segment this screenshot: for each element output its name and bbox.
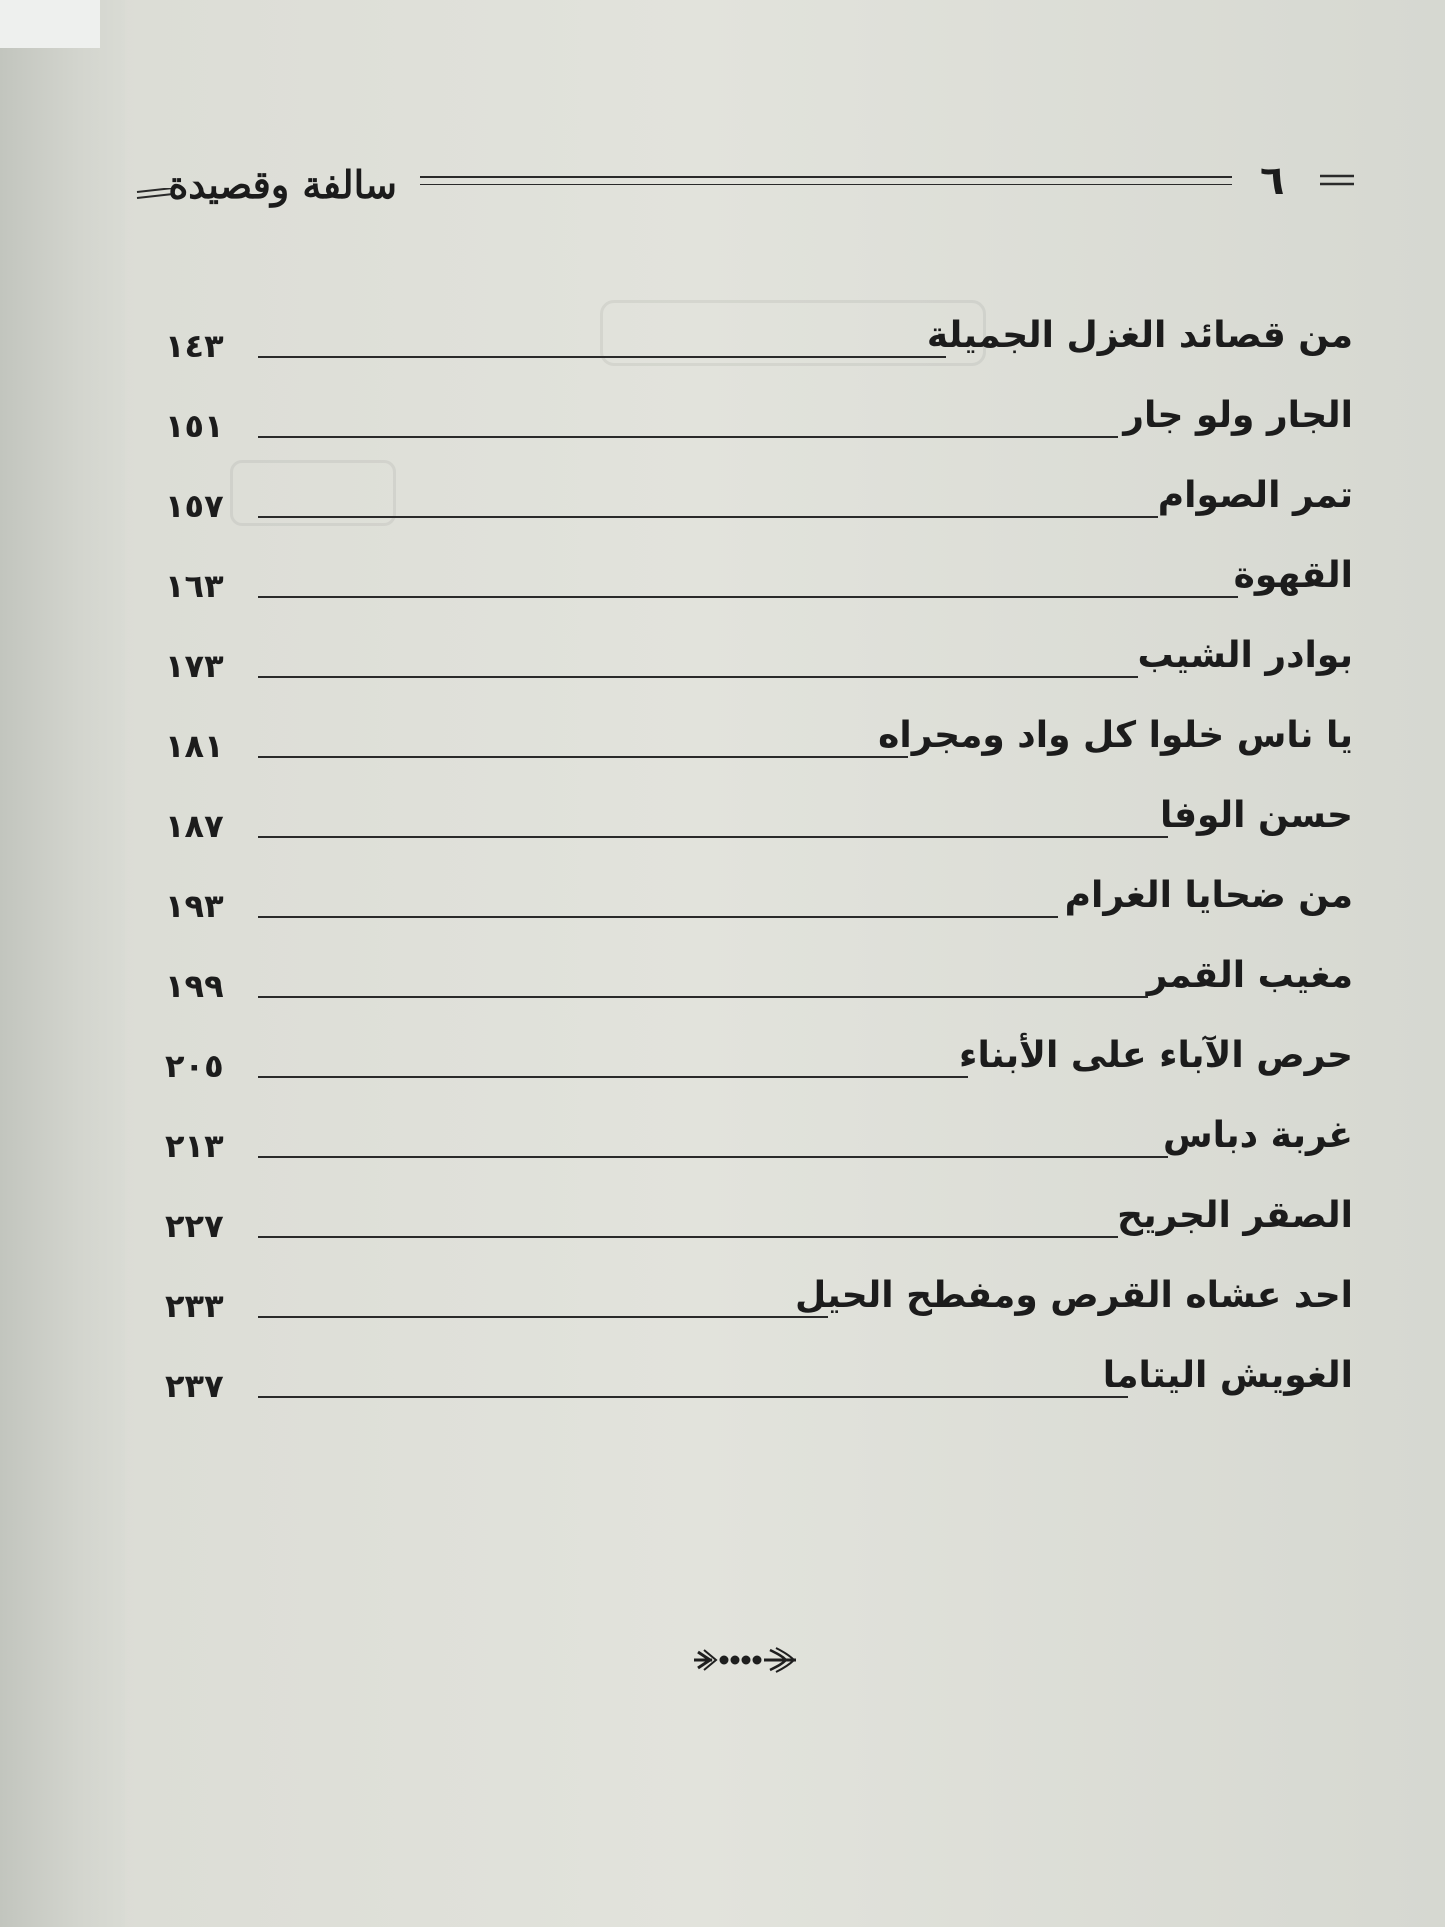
toc-entry xyxy=(0,1350,1445,1420)
reverse-side-bleed xyxy=(230,460,396,526)
toc-entry-title: الصقر الجريح xyxy=(1117,1195,1353,1236)
header-rule-bottom xyxy=(420,184,1232,185)
toc-entry xyxy=(0,790,1445,860)
table-of-contents xyxy=(0,300,1445,1420)
toc-leader-line xyxy=(258,1236,1118,1238)
toc-entry-title: غربة دباس xyxy=(1162,1115,1353,1156)
toc-entry-page: ٢٣٣ xyxy=(165,1287,224,1325)
toc-entry xyxy=(0,870,1445,940)
toc-entry-page: ١٩٣ xyxy=(165,887,224,925)
toc-leader-line xyxy=(258,596,1238,598)
reverse-side-bleed xyxy=(600,300,986,366)
toc-entry-title: من قصائد الغزل الجميلة xyxy=(926,315,1353,356)
toc-leader-line xyxy=(258,916,1058,918)
toc-entry-page: ٢٢٧ xyxy=(165,1207,224,1245)
toc-entry-title: حرص الآباء على الأبناء xyxy=(959,1035,1353,1076)
page-corner xyxy=(0,0,100,48)
toc-entry-page: ١٥١ xyxy=(165,407,224,445)
toc-entry-page: ١٩٩ xyxy=(165,967,224,1005)
toc-entry xyxy=(0,1190,1445,1260)
running-header xyxy=(0,150,1445,210)
toc-entry-page: ١٨٧ xyxy=(165,807,224,845)
toc-entry xyxy=(0,950,1445,1020)
toc-entry xyxy=(0,1030,1445,1100)
floral-divider-icon xyxy=(690,1640,800,1680)
toc-entry-page: ١٨١ xyxy=(165,727,224,765)
toc-leader-line xyxy=(258,1156,1168,1158)
toc-leader-line xyxy=(258,1396,1128,1398)
toc-entry-page: ٢٣٧ xyxy=(165,1367,224,1405)
toc-entry xyxy=(0,1270,1445,1340)
book-title: سالفة وقصيدة xyxy=(168,162,397,207)
toc-leader-line xyxy=(258,996,1148,998)
toc-leader-line xyxy=(258,836,1168,838)
toc-entry xyxy=(0,1110,1445,1180)
toc-entry-title: احد عشاه القرص ومفطح الحيل xyxy=(794,1275,1353,1316)
toc-entry xyxy=(0,550,1445,620)
toc-entry xyxy=(0,630,1445,700)
toc-leader-line xyxy=(258,1316,828,1318)
toc-entry-title: الغويش اليتاما xyxy=(1102,1355,1353,1396)
toc-leader-line xyxy=(258,756,908,758)
header-double-dash-right-icon xyxy=(1318,172,1356,188)
toc-entry-page: ١٤٣ xyxy=(165,327,224,365)
toc-entry-page: ١٦٣ xyxy=(165,567,224,605)
toc-entry-title: القهوة xyxy=(1233,555,1353,596)
toc-entry-page: ١٥٧ xyxy=(165,487,224,525)
toc-entry-title: مغيب القمر xyxy=(1146,955,1353,996)
toc-entry-page: ٢٠٥ xyxy=(165,1047,224,1085)
toc-entry-title: الجار ولو جار xyxy=(1123,395,1353,436)
header-rule-top xyxy=(420,176,1232,178)
toc-entry-title: يا ناس خلوا كل واد ومجراه xyxy=(878,715,1353,756)
toc-entry-page: ١٧٣ xyxy=(165,647,224,685)
page-number: ٦ xyxy=(1260,158,1285,204)
toc-leader-line xyxy=(258,1076,968,1078)
toc-entry-title: بوادر الشيب xyxy=(1137,635,1353,676)
toc-entry-page: ٢١٣ xyxy=(165,1127,224,1165)
toc-entry-title: تمر الصوام xyxy=(1157,475,1353,516)
toc-entry-title: حسن الوفا xyxy=(1159,795,1353,836)
toc-leader-line xyxy=(258,676,1138,678)
toc-entry xyxy=(0,710,1445,780)
toc-entry xyxy=(0,390,1445,460)
toc-leader-line xyxy=(258,436,1118,438)
toc-entry-title: من ضحايا الغرام xyxy=(1064,875,1353,916)
toc-entry xyxy=(0,470,1445,540)
